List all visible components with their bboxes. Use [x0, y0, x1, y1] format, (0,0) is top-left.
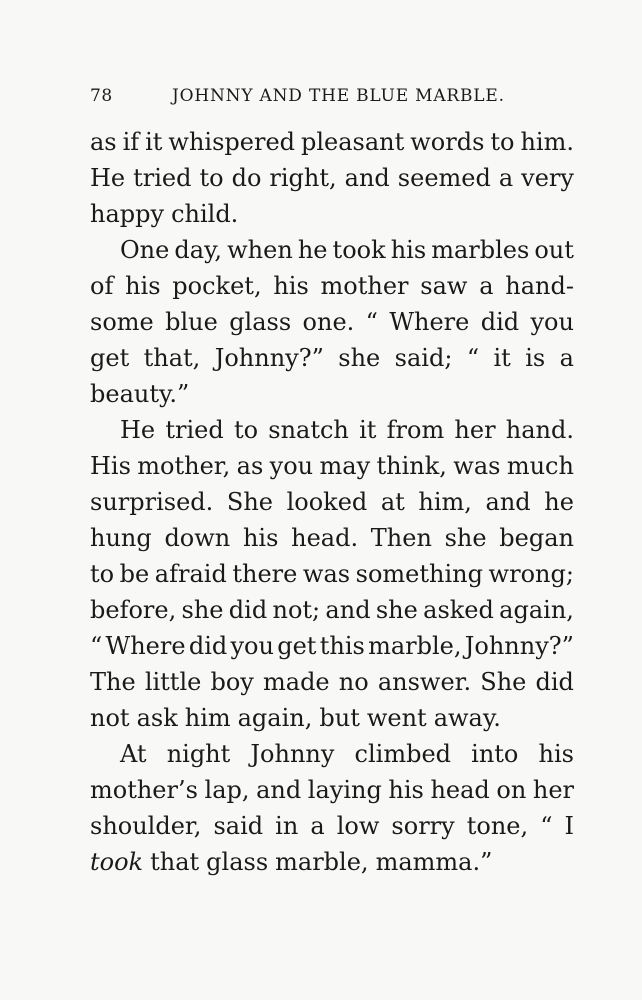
word: tried	[165, 416, 224, 444]
word: no	[338, 668, 369, 696]
word: lap,	[204, 776, 250, 804]
text-line	[90, 628, 574, 664]
word: if	[122, 128, 140, 156]
word: day,	[174, 236, 223, 264]
word: something	[355, 560, 483, 588]
word: it	[493, 344, 511, 372]
word: One	[120, 236, 170, 264]
text-line	[90, 808, 574, 844]
word: At	[120, 740, 147, 768]
text-line	[90, 124, 574, 160]
word: “	[466, 344, 480, 372]
word: in	[275, 812, 299, 840]
word: is	[525, 344, 546, 372]
word: it	[145, 128, 163, 156]
word: child.	[171, 200, 239, 228]
word: of	[90, 272, 114, 300]
word: beauty.”	[90, 380, 190, 408]
word: some	[90, 308, 154, 336]
word: said;	[394, 344, 453, 372]
text-line	[90, 412, 574, 448]
word: mamma.”	[375, 848, 493, 876]
text-line	[90, 196, 574, 232]
word: was	[453, 452, 501, 480]
word: did	[228, 596, 268, 624]
word: his	[125, 272, 161, 300]
word: His	[90, 452, 131, 480]
word: answer.	[377, 668, 472, 696]
word: surprised.	[90, 488, 214, 516]
word: whispered	[168, 128, 296, 156]
word: “	[90, 632, 103, 660]
word: a	[310, 812, 325, 840]
word: you	[230, 632, 274, 660]
word: she	[444, 524, 487, 552]
word: made	[263, 668, 330, 696]
word: one.	[302, 308, 355, 336]
word: his	[273, 272, 309, 300]
word: to	[233, 416, 259, 444]
word: he	[544, 488, 574, 516]
word: mother	[320, 272, 409, 300]
word: tone,	[466, 812, 529, 840]
word: not	[90, 704, 130, 732]
word: into	[471, 740, 519, 768]
word: him	[184, 704, 231, 732]
word: and	[325, 596, 371, 624]
word: looked	[286, 488, 368, 516]
page-number: 78	[90, 86, 113, 106]
word: Then	[370, 524, 432, 552]
word: this	[319, 632, 365, 660]
word: shoulder,	[90, 812, 202, 840]
word: tried	[133, 164, 192, 192]
word: said	[213, 812, 264, 840]
word: snatch	[268, 416, 349, 444]
word: I	[564, 812, 574, 840]
word: again,	[499, 596, 574, 624]
word: The	[90, 668, 136, 696]
word: there	[232, 560, 298, 588]
word: and	[344, 164, 390, 192]
word: not;	[272, 596, 321, 624]
word: right,	[269, 164, 337, 192]
word: away.	[433, 704, 501, 732]
word: was	[302, 560, 351, 588]
word: before,	[90, 596, 177, 624]
word: his	[242, 524, 279, 552]
word: hung	[90, 524, 152, 552]
word: you	[269, 452, 314, 480]
text-line	[90, 520, 574, 556]
text-line	[90, 484, 574, 520]
word: to	[90, 560, 115, 588]
word: you	[530, 308, 574, 336]
word: as	[90, 128, 117, 156]
word: a	[479, 272, 494, 300]
word: took	[90, 848, 144, 876]
word: his	[388, 776, 424, 804]
word: She	[480, 668, 527, 696]
word: him.	[520, 128, 574, 156]
word: it	[359, 416, 377, 444]
word: glass	[229, 308, 292, 336]
word: head.	[291, 524, 359, 552]
word: Johnny	[250, 740, 335, 768]
word: went	[366, 704, 427, 732]
text-line	[90, 232, 574, 268]
word: wrong;	[488, 560, 574, 588]
word: saw	[420, 272, 468, 300]
word: but	[319, 704, 360, 732]
word: at	[380, 488, 405, 516]
word: his	[390, 236, 427, 264]
word: seemed	[397, 164, 491, 192]
word: pleasant	[301, 128, 405, 156]
text-line	[90, 664, 574, 700]
word: marble,	[368, 632, 462, 660]
word: a	[498, 164, 514, 192]
word: She	[226, 488, 273, 516]
word: him,	[418, 488, 472, 516]
word: she	[181, 596, 224, 624]
text-line	[90, 160, 574, 196]
word: words	[410, 128, 485, 156]
word: Where	[105, 632, 186, 660]
word: very	[521, 164, 574, 192]
page-header	[90, 86, 530, 110]
word: he	[297, 236, 328, 264]
word: to	[199, 164, 224, 192]
word: night	[166, 740, 231, 768]
word: afraid	[154, 560, 227, 588]
word: marbles	[431, 236, 530, 264]
word: much	[506, 452, 574, 480]
word: her	[532, 776, 574, 804]
word: He	[120, 416, 156, 444]
word: marble,	[275, 848, 369, 876]
word: happy	[90, 200, 165, 228]
text-line	[90, 376, 574, 412]
word: mother’s	[90, 776, 198, 804]
word: and	[256, 776, 302, 804]
word: get	[277, 632, 317, 660]
word: that	[150, 848, 200, 876]
word: on	[496, 776, 527, 804]
text-line	[90, 340, 574, 376]
word: may	[319, 452, 371, 480]
word: down	[164, 524, 231, 552]
word: glass	[206, 848, 269, 876]
word: Johnny?”	[214, 344, 324, 372]
word: Johnny?”	[464, 632, 574, 660]
text-line	[90, 556, 574, 592]
word: blue	[165, 308, 218, 336]
word: do	[231, 164, 262, 192]
word: low	[336, 812, 380, 840]
word: began	[499, 524, 574, 552]
text-line	[90, 448, 574, 484]
word: did	[480, 308, 520, 336]
text-line	[90, 736, 574, 772]
text-line	[90, 592, 574, 628]
word: hand.	[505, 416, 574, 444]
word: did	[535, 668, 574, 696]
word: laying	[307, 776, 382, 804]
word: ask	[136, 704, 178, 732]
word: a	[559, 344, 574, 372]
word: little	[144, 668, 202, 696]
word: sorry	[391, 812, 455, 840]
word: to	[490, 128, 515, 156]
text-line	[90, 304, 574, 340]
word: “	[365, 308, 378, 336]
word: again,	[237, 704, 313, 732]
word: did	[188, 632, 228, 660]
text-line	[90, 844, 574, 880]
text-line	[90, 772, 574, 808]
word: from	[386, 416, 445, 444]
word: she	[375, 596, 418, 624]
text-line	[90, 268, 574, 304]
word: she	[338, 344, 381, 372]
body-text	[90, 124, 574, 880]
word: out	[534, 236, 574, 264]
word: be	[119, 560, 150, 588]
word: her	[454, 416, 496, 444]
word: mother,	[137, 452, 231, 480]
word: when	[227, 236, 293, 264]
word: pocket,	[172, 272, 262, 300]
word: that,	[143, 344, 201, 372]
word: He	[90, 164, 126, 192]
word: climbed	[354, 740, 452, 768]
word: his	[538, 740, 574, 768]
text-line	[90, 700, 574, 736]
running-title: JOHNNY AND THE BLUE MARBLE.	[172, 86, 505, 106]
word: boy	[210, 668, 254, 696]
word: get	[90, 344, 130, 372]
word: “	[540, 812, 553, 840]
word: Where	[389, 308, 470, 336]
word: as	[236, 452, 264, 480]
word: hand-	[505, 272, 574, 300]
word: think,	[376, 452, 447, 480]
word: and	[485, 488, 531, 516]
word: head	[430, 776, 490, 804]
word: asked	[423, 596, 494, 624]
word: took	[332, 236, 386, 264]
